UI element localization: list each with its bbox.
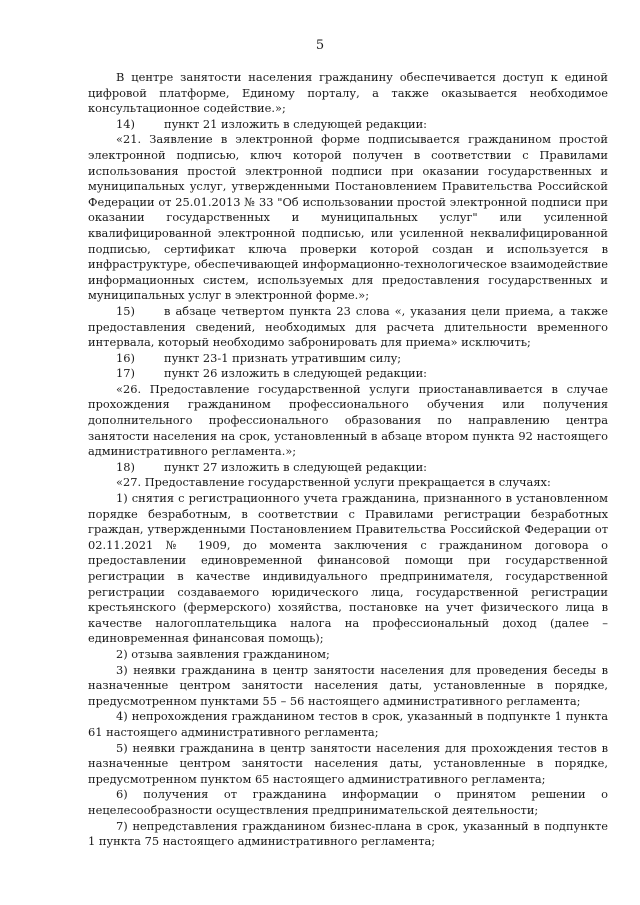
paragraph: 4) непрохождения гражданином тестов в срок, указанный в подпункте 1 пункта 61 настоящего административного регламента; xyxy=(88,709,608,739)
item-text: в абзаце четвертом пункта 23 слова «, указания цели приема, а также предоставления сведений, необходимых для расчета длительности временного интервала, который необходимо забронировать для приема» исключить; xyxy=(88,303,608,350)
item-text: пункт 23-1 признать утратившим силу; xyxy=(164,350,402,365)
paragraph: В центре занятости населения гражданину обеспечивается доступ к единой цифровой платформе, Единому порталу, а также оказывается необходимое консультационное содействие.»; xyxy=(88,70,608,116)
item-number: 14) xyxy=(116,116,135,131)
list-item xyxy=(88,304,608,351)
paragraph: 3) неявки гражданина в центр занятости населения для проведения беседы в назначенные центром занятости населения даты, установленные в порядке, предусмотренном пунктами 55 – 56 настоящего административного регламента; xyxy=(88,662,608,708)
item-text: пункт 27 изложить в следующей редакции: xyxy=(164,459,428,474)
list-item xyxy=(88,351,608,367)
page-number: 5 xyxy=(315,38,325,53)
list-item xyxy=(88,366,608,382)
document-body xyxy=(88,70,608,850)
item-number: 16) xyxy=(116,350,135,365)
paragraph: «26. Предоставление государственной услуги приостанавливается в случае прохождения гражданином профессионального обучения или получения дополнительного профессионального образования по направлению центра занятости населения на срок, установленный в абзаце втором пункта 92 настоящего административного регламента.»; xyxy=(88,381,608,459)
item-text: пункт 26 изложить в следующей редакции: xyxy=(164,366,428,381)
item-number: 17) xyxy=(116,366,135,381)
paragraph: 7) непредставления гражданином бизнес-плана в срок, указанный в подпункте 1 пункта 75 настоящего административного регламента; xyxy=(88,818,608,849)
paragraph: 2) отзыва заявления гражданином; xyxy=(116,646,330,661)
paragraph: «27. Предоставление государственной услуги прекращается в случаях: xyxy=(116,475,551,490)
paragraph: 5) неявки гражданина в центр занятости населения для прохождения тестов в назначенные центром занятости населения даты, установленные в порядке, предусмотренном пунктом 65 настоящего административного регламента; xyxy=(88,740,608,786)
paragraph: 1) снятия с регистрационного учета гражданина, признанного в установленном порядке безработным, в соответствии с Правилами регистрации безработных граждан, утвержденными Постановлением Правительства Российской Федерации от 02.11.2021 № 1909, до момента заключения с гражданином договора о предоставлении единовременной финансовой помощи при государственной регистрации в качестве индивидуального предпринимателя, государственной регистрации создаваемого юридического лица, государственной регистрации крестьянского (фермерского) хозяйства, постановке на учет физического лица в качестве налогоплательщика налога на профессиональный доход (далее – единовременная финансовая помощь); xyxy=(88,491,608,646)
item-text: пункт 21 изложить в следующей редакции: xyxy=(164,116,428,131)
list-item xyxy=(88,117,608,133)
item-number: 18) xyxy=(116,459,135,474)
list-item xyxy=(88,460,608,476)
paragraph: 6) получения от гражданина информации о принятом решении о нецелесообразности осуществления предпринимательской деятельности; xyxy=(88,787,608,817)
item-number: 15) xyxy=(116,303,135,318)
paragraph: «21. Заявление в электронной форме подписывается гражданином простой электронной подписью, ключ которой получен в соответствии с Правилами использования простой электронной подписи при оказании государственных и муниципальных услуг, утвержденными Постановлением Правительства Российской Федерации от 25.01.2013 № 33 "Об использовании простой электронной подписи при оказании государственных и муниципальных услуг" или усиленной квалифицированной электронной подписью, или усиленной неквалифицированной подписью, сертификат ключа проверки которой создан и используется в инфраструктуре, обеспечивающей информационно-технологическое взаимодействие информационных систем, используемых для предоставления государственных и муниципальных услуг в электронной форме.»; xyxy=(88,132,608,303)
